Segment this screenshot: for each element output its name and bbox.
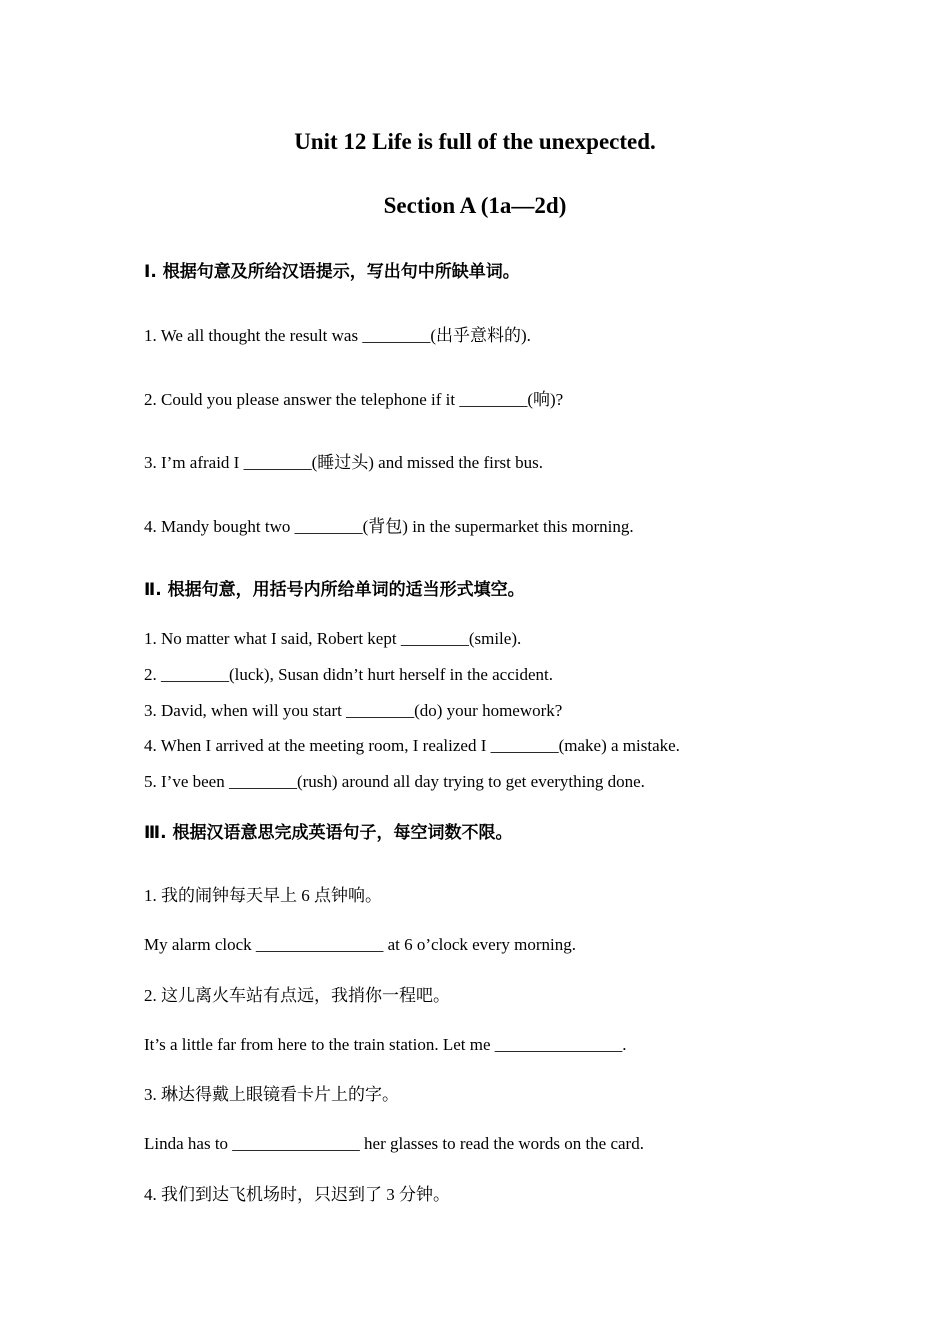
part2-item-4: 4. When I arrived at the meeting room, I realized I ________(make) a mistake. [144,736,680,755]
part3-item-2-chinese: 2. 这儿离火车站有点远，我捎你一程吧。 [144,986,450,1005]
part3-item-3-chinese: 3. 琳达得戴上眼镜看卡片上的字。 [144,1085,399,1104]
part2-item-2: 2. ________(luck), Susan didn’t hurt herself in the accident. [144,665,554,684]
part3-heading: Ⅲ. 根据汉语意思完成英语句子，每空词数不限。 [144,823,513,843]
part2-item-1: 1. No matter what I said, Robert kept ________(smile). [144,629,522,648]
part1-heading: Ⅰ. 根据句意及所给汉语提示，写出句中所缺单词。 [144,262,520,282]
part3-item-1-chinese: 1. 我的闹钟每天早上 6 点钟响。 [144,886,382,905]
part2-item-3: 3. David, when will you start ________(do) your homework? [144,701,563,720]
part3-item-4-chinese: 4. 我们到达飞机场时，只迟到了 3 分钟。 [144,1185,450,1204]
part2-heading: Ⅱ. 根据句意，用括号内所给单词的适当形式填空。 [144,580,525,600]
part1-item-2: 2. Could you please answer the telephone if it ________(响)? [144,390,564,409]
page-title: Unit 12 Life is full of the unexpected. [294,129,656,154]
section-title: Section A (1a—2d) [383,193,567,218]
part1-item-1: 1. We all thought the result was ________(出乎意料的). [144,326,531,345]
part1-item-3: 3. I’m afraid I ________(睡过头) and missed the first bus. [144,453,543,472]
part3-item-1-english: My alarm clock _______________ at 6 o’clock every morning. [144,935,576,954]
part3-item-2-english: It’s a little far from here to the train station. Let me _______________. [144,1035,627,1054]
part1-item-4: 4. Mandy bought two ________(背包) in the supermarket this morning. [144,517,634,536]
part3-item-3-english: Linda has to _______________ her glasses to read the words on the card. [144,1134,644,1153]
part2-item-5: 5. I’ve been ________(rush) around all day trying to get everything done. [144,772,645,791]
